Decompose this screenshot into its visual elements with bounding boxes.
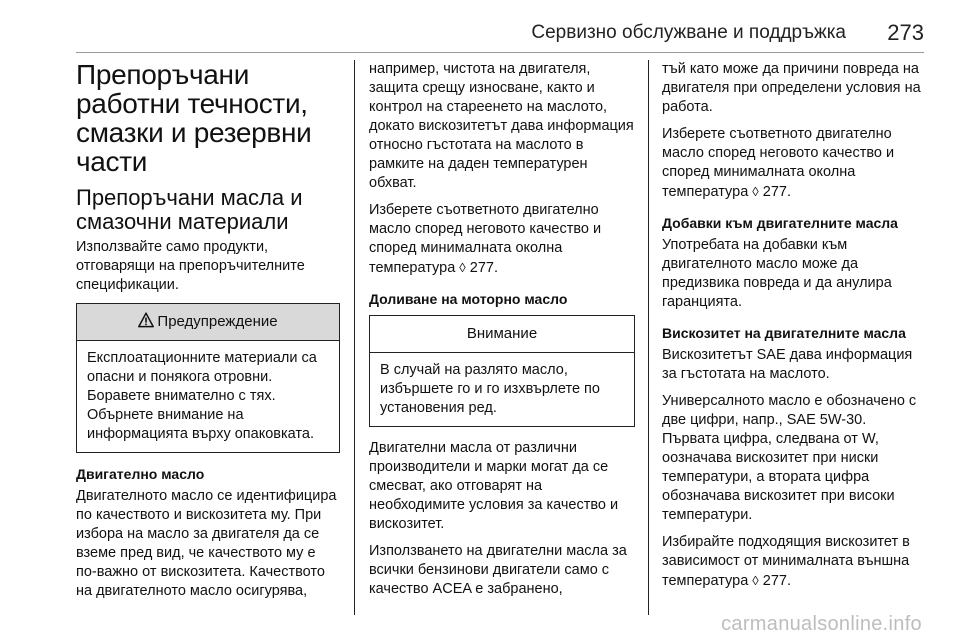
choose-oil-text-2: Изберете съответното двигателно масло според неговото качество и според минималната околна температура — [662, 126, 895, 200]
page-reference-icon: ◊ — [752, 573, 759, 588]
warning-box — [76, 303, 340, 453]
column-3 — [662, 60, 926, 599]
choose-oil-page-link-2[interactable]: 277. — [762, 184, 791, 200]
engine-oil-heading: Двигателно масло — [76, 466, 205, 482]
warning-box-body: Експлоатационните материали са опасни и понякога отровни. Боравете внимателно с тях. Обърнете внимание на информацията върху опаковката. — [87, 350, 317, 442]
section-subtitle: Препоръчани масла и смазочни материали — [76, 185, 303, 234]
additives-paragraph: Употребата на добавки към двигателното масло може да предизвика повреда и да анулира гаранцията. — [662, 237, 892, 310]
engine-damage-paragraph: тъй като може да причини повреда на двигателя при определени условия на работа. — [662, 61, 921, 115]
oil-quality-paragraph: например, чистота на двигателя, защита срещу износване, както и контрол на стареенето на маслото, докато вискозитетът дава информация относно гъстотата на маслото в рамките на даден температурен обхват. — [369, 61, 634, 191]
choose-oil-page-link[interactable]: 277. — [469, 260, 498, 276]
notice-box-header: Внимание — [370, 316, 634, 353]
column-1 — [76, 60, 340, 609]
select-viscosity-text: Избирайте подходящия вискозитет в зависимост от минималната външна температура — [662, 534, 910, 589]
header-section-title: Сервизно обслужване и поддръжка — [531, 22, 846, 43]
topping-up-heading: Доливане на моторно масло — [369, 291, 568, 307]
intro-paragraph: Използвайте само продукти, отговарящи на препоръчителните спецификации. — [76, 239, 305, 293]
page-reference-icon: ◊ — [459, 260, 466, 275]
notice-box — [369, 315, 635, 427]
warning-icon — [138, 312, 154, 328]
notice-box-body: В случай на разлято масло, избършете го и го изхвърлете по установения ред. — [380, 362, 600, 416]
header-rule — [76, 52, 924, 53]
petrol-engine-paragraph: Използването на двигателни масла за всички бензинови двигатели само с качество ACEA е забранено, — [369, 543, 627, 597]
engine-oil-paragraph: Двигателното масло се идентифицира по качеството и вискозитета му. При избора на масло за двигателя да се вземе пред вид, че качеството му е по-важно от вискозитета. Качеството на двигателното масло осигурява, — [76, 488, 337, 599]
oil-mixing-paragraph: Двигателни масла от различни производители и марки могат да се смесват, ако отговарят на необходимите условия за качество и вискозитет. — [369, 440, 619, 532]
additives-heading: Добавки към двигателните масла — [662, 215, 898, 231]
column-divider-2 — [648, 60, 649, 615]
page-reference-icon: ◊ — [752, 184, 759, 199]
choose-oil-paragraph — [369, 201, 635, 278]
select-viscosity-page-link[interactable]: 277. — [762, 573, 791, 589]
watermark: carmanualsonline.info — [721, 613, 922, 635]
column-divider-1 — [354, 60, 355, 615]
choose-oil-text: Изберете съответното двигателно масло според неговото качество и според минималната околна температура — [369, 202, 602, 276]
page-number: 273 — [887, 20, 924, 45]
warning-box-heading: Предупреждение — [157, 313, 278, 330]
viscosity-heading: Вискозитет на двигателните масла — [662, 325, 906, 341]
page-title: Препоръчани работни течности, смазки и резервни части — [76, 59, 312, 177]
column-2 — [369, 60, 635, 607]
choose-oil-paragraph-2 — [662, 125, 926, 202]
page-header — [0, 0, 960, 52]
sae-paragraph: Вискозитетът SAE дава информация за гъстотата на маслото. — [662, 347, 913, 382]
warning-box-header — [77, 304, 339, 341]
select-viscosity-paragraph — [662, 533, 926, 591]
multigrade-paragraph: Универсалното масло е обозначено с две цифри, напр., SAE 5W-30. Първата цифра, следвана от W, оозначава вискозитет при ниски температури, а втората цифра обозначава вискозитет при високи температури. — [662, 393, 917, 523]
